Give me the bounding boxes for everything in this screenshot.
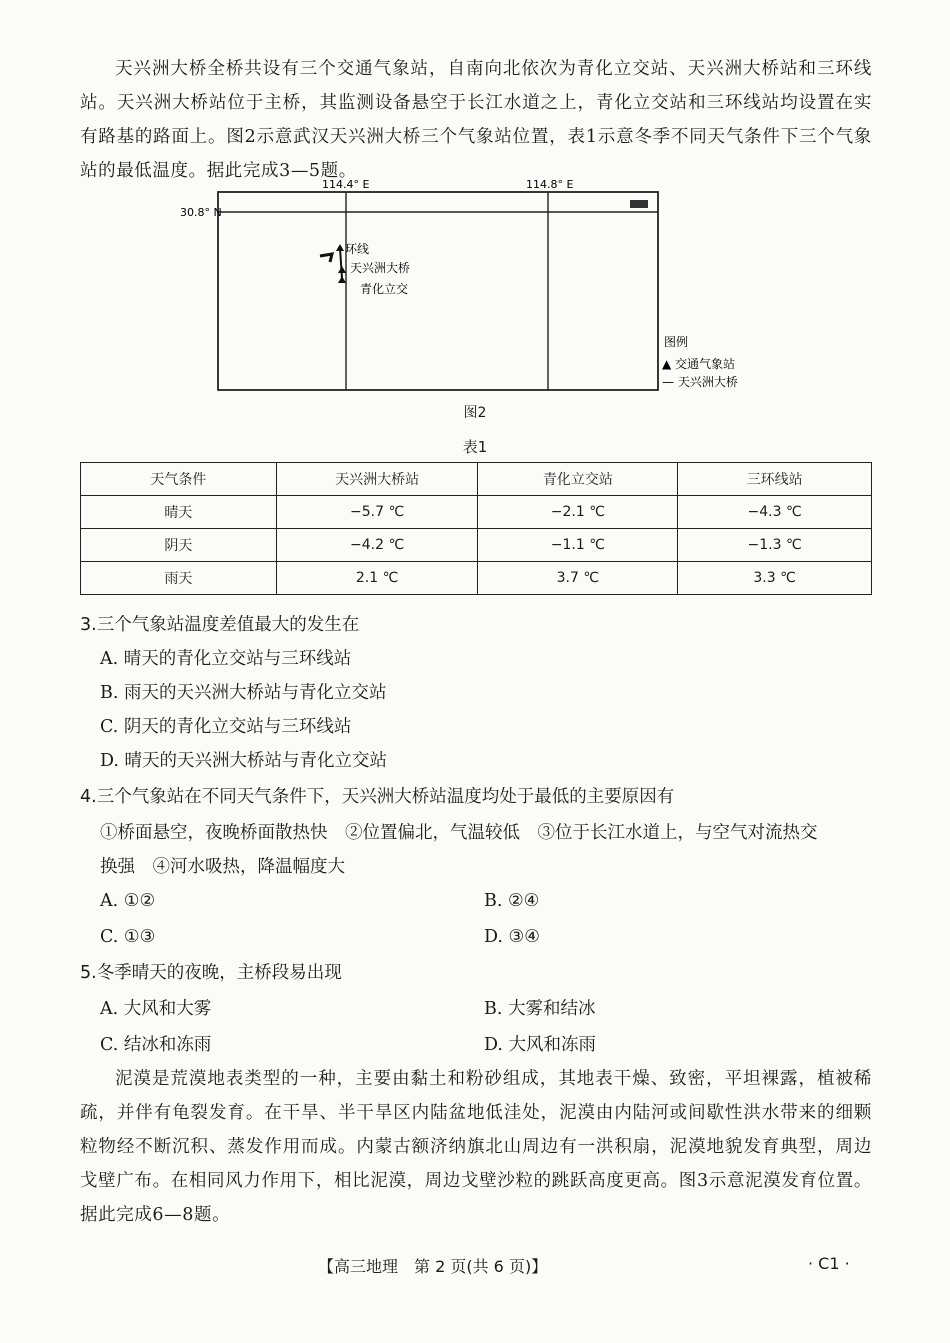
question-3-option-a: A. 晴天的青化立交站与三环线站 xyxy=(100,649,352,669)
question-4-option-c: C. ①③ xyxy=(100,927,156,947)
question-5-option-c: C. 结冰和冻雨 xyxy=(100,1035,212,1055)
question-3-stem: 3.三个气象站温度差值最大的发生在 xyxy=(80,615,360,635)
question-4-option-b: B. ②④ xyxy=(484,891,540,911)
table-cell: −1.1 ℃ xyxy=(478,529,678,562)
river-segment xyxy=(320,254,332,262)
question-3-option-b: B. 雨天的天兴洲大桥站与青化立交站 xyxy=(100,683,387,703)
table-header-row xyxy=(81,463,872,496)
question-4-items-line1: ①桥面悬空，夜晚桥面散热快 ②位置偏北，气温较低 ③位于长江水道上，与空气对流热交 xyxy=(100,823,818,843)
table-header: 天兴洲大桥站 xyxy=(276,463,478,496)
label-bridge: 天兴洲大桥 xyxy=(350,261,411,275)
question-4-option-a: A. ①② xyxy=(100,891,156,911)
corner-mark xyxy=(630,200,648,208)
label-qinghua: 青化立交 xyxy=(360,282,409,296)
table-cell: 2.1 ℃ xyxy=(276,562,478,595)
table-row xyxy=(81,496,872,529)
intro-paragraph: 天兴洲大桥全桥共设有三个交通气象站，自南向北依次为青化立交站、天兴洲大桥站和三环线站。天兴洲大桥站位于主桥，其监测设备悬空于长江水道之上，青化立交站和三环线站均设置在实有路基的路面上。图2示意武汉天兴洲大桥三个气象站位置，表1示意冬季不同天气条件下三个气象站的最低温度。据此完成3—5题。 xyxy=(80,59,872,181)
question-4-option-d: D. ③④ xyxy=(484,927,540,947)
map-frame xyxy=(218,192,658,390)
figure-caption: 图2 xyxy=(463,405,487,421)
lat-label-1: 30.8° N xyxy=(180,206,222,219)
table-cell: 晴天 xyxy=(81,496,277,529)
question-3-option-c: C. 阴天的青化立交站与三环线站 xyxy=(100,717,352,737)
station-marker-huanxian xyxy=(336,244,344,251)
temperature-table xyxy=(80,462,872,595)
question-5-option-b: B. 大雾和结冰 xyxy=(484,999,596,1019)
table-header: 三环线站 xyxy=(678,463,872,496)
lon-label-2: 114.8° E xyxy=(526,178,574,191)
table-cell: −5.7 ℃ xyxy=(276,496,478,529)
table-cell: 3.3 ℃ xyxy=(678,562,872,595)
table-header: 青化立交站 xyxy=(478,463,678,496)
lon-label-1: 114.4° E xyxy=(322,178,370,191)
station-marker-qinghua xyxy=(338,276,346,283)
question-4-items-line2: 换强 ④河水吸热，降温幅度大 xyxy=(100,857,345,877)
table-cell: 阴天 xyxy=(81,529,277,562)
table-cell: −1.3 ℃ xyxy=(678,529,872,562)
table-cell: 雨天 xyxy=(81,562,277,595)
table-header: 天气条件 xyxy=(81,463,277,496)
question-4-stem: 4.三个气象站在不同天气条件下，天兴洲大桥站温度均处于最低的主要原因有 xyxy=(80,787,675,807)
table-row xyxy=(81,562,872,595)
intro-paragraph-2: 泥漠是荒漠地表类型的一种，主要由黏土和粉砂组成，其地表干燥、致密，平坦裸露，植被稀疏，并伴有龟裂发育。在干旱、半干旱区内陆盆地低洼处，泥漠由内陆河或间歇性洪水带来的细颗粒物经不断沉积、蒸发作用而成。内蒙古额济纳旗北山周边有一洪积扇，泥漠地貌发育典型，周边戈壁广布。在相同风力作用下，相比泥漠，周边戈壁沙粒的跳跃高度更高。图3示意泥漠发育位置。据此完成6—8题。 xyxy=(80,1069,872,1225)
table-cell: −2.1 ℃ xyxy=(478,496,678,529)
table-cell: −4.3 ℃ xyxy=(678,496,872,529)
question-5-option-d: D. 大风和冻雨 xyxy=(484,1035,597,1055)
table-cell: 3.7 ℃ xyxy=(478,562,678,595)
figure-2-map xyxy=(180,178,738,418)
bridge-line xyxy=(340,248,342,278)
table-row xyxy=(81,529,872,562)
legend-bridge: — 天兴洲大桥 xyxy=(662,375,738,389)
table-cell: −4.2 ℃ xyxy=(276,529,478,562)
legend-station: ▲ 交通气象站 xyxy=(662,357,736,371)
question-3-option-d: D. 晴天的天兴洲大桥站与青化立交站 xyxy=(100,751,388,771)
question-5-stem: 5.冬季晴天的夜晚，主桥段易出现 xyxy=(80,963,342,983)
legend-title: 图例 xyxy=(664,335,689,349)
table-caption: 表1 xyxy=(462,438,488,456)
page-code: · C1 · xyxy=(808,1254,850,1273)
page-footer: 【高三地理 第 2 页(共 6 页)】 xyxy=(318,1257,548,1276)
station-marker-bridge xyxy=(338,266,346,273)
label-huanxian: 环线 xyxy=(345,242,370,256)
question-5-option-a: A. 大风和大雾 xyxy=(100,999,212,1019)
